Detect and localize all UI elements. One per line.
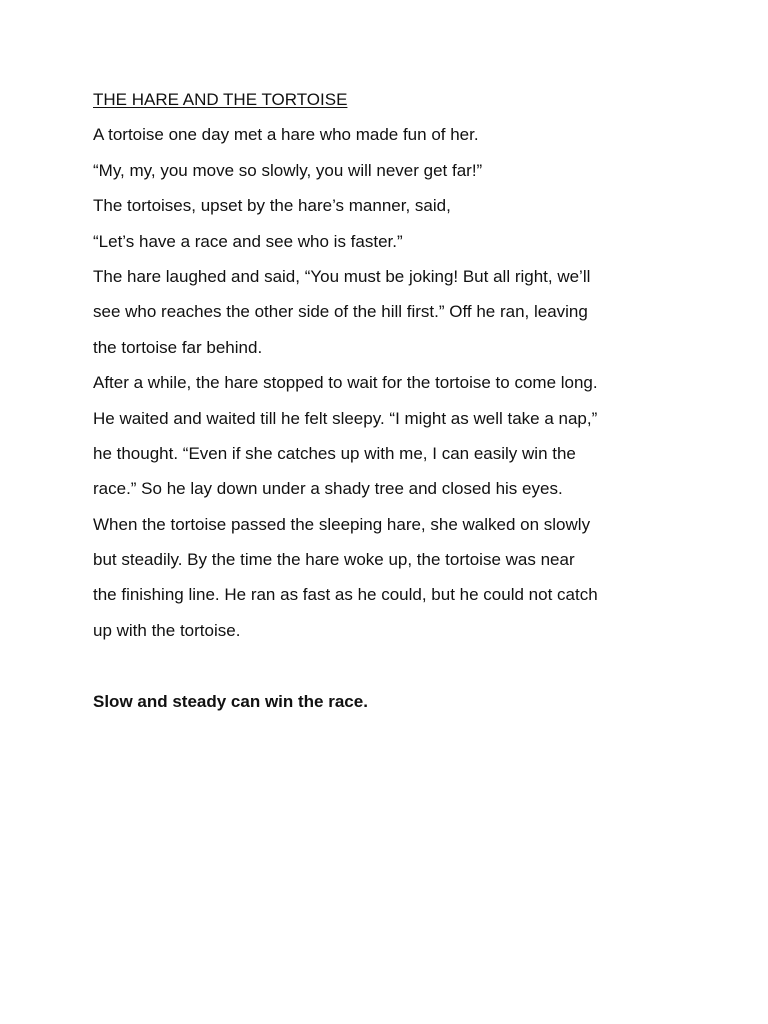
story-line: “My, my, you move so slowly, you will never get far!” <box>93 160 483 180</box>
paragraph-gap <box>93 654 733 689</box>
story-line: the tortoise far behind. <box>93 337 263 357</box>
story-line: up with the tortoise. <box>93 620 241 640</box>
story-moral: Slow and steady can win the race. <box>93 691 368 711</box>
story-line: He waited and waited till he felt sleepy. “I might as well take a nap,” <box>93 408 598 428</box>
story-line: the finishing line. He ran as fast as he could, but he could not catch <box>93 585 598 605</box>
story-line: A tortoise one day met a hare who made fun of her. <box>93 125 479 145</box>
story-body <box>93 88 733 725</box>
story-title: THE HARE AND THE TORTOISE <box>93 90 348 109</box>
story-line: race.” So he lay down under a shady tree and closed his eyes. <box>93 479 563 499</box>
story-line: The tortoises, upset by the hare’s manner, said, <box>93 196 451 216</box>
story-line: see who reaches the other side of the hill first.” Off he ran, leaving <box>93 302 588 322</box>
story-line: After a while, the hare stopped to wait for the tortoise to come long. <box>93 373 598 393</box>
story-line: When the tortoise passed the sleeping hare, she walked on slowly <box>93 514 591 534</box>
story-line: he thought. “Even if she catches up with me, I can easily win the <box>93 443 576 463</box>
story-line: “Let’s have a race and see who is faster.” <box>93 231 403 251</box>
story-line: The hare laughed and said, “You must be joking! But all right, we’ll <box>93 266 591 286</box>
story-line: but steadily. By the time the hare woke up, the tortoise was near <box>93 550 575 570</box>
